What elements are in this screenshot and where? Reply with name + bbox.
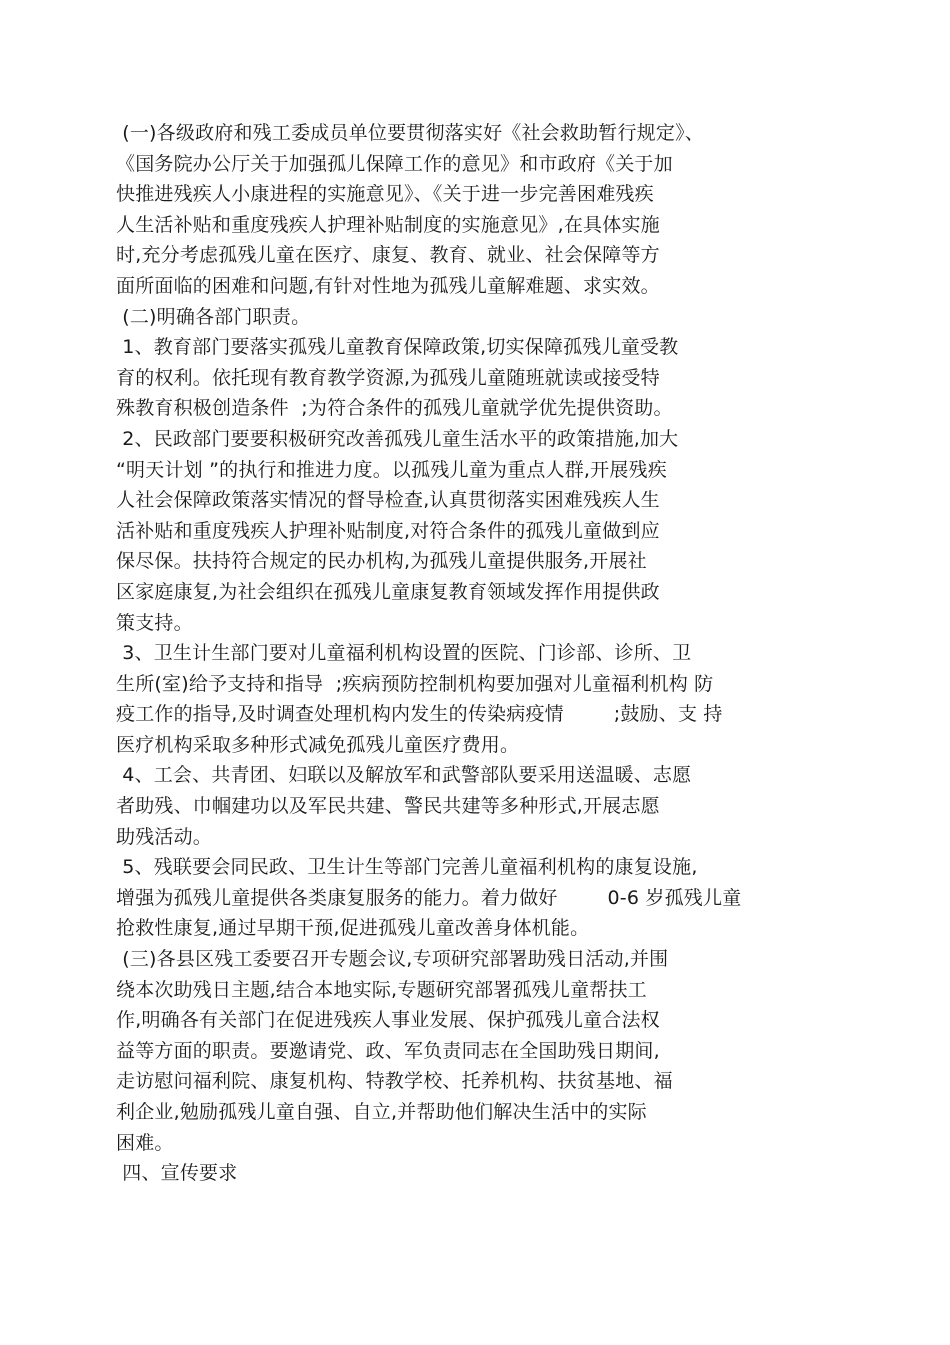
text-line: 益等方面的职责。要邀请党、政、军负责同志在全国助残日期间, — [116, 1039, 660, 1062]
text-line: 困难。 — [116, 1131, 174, 1154]
text-line: 医疗机构采取多种形式减免孤残儿童医疗费用。 — [116, 733, 520, 756]
text-line: 人生活补贴和重度残疾人护理补贴制度的实施意见》,在具体实施 — [116, 213, 660, 236]
text-line: 绕本次助残日主题,结合本地实际,专题研究部署孤残儿童帮扶工 — [116, 978, 647, 1001]
text-line: 1、教育部门要落实孤残儿童教育保障政策,切实保障孤残儿童受教 — [116, 336, 679, 359]
text-line: 生所(室)给予支持和指导 ;疾病预防控制机构要加强对儿童福利机构 防 — [116, 672, 714, 695]
document-body — [116, 118, 836, 1189]
text-line: 5、残联要会同民政、卫生计生等部门完善儿童福利机构的康复设施, — [116, 856, 698, 879]
text-line: 育的权利。依托现有教育教学资源,为孤残儿童随班就读或接受特 — [116, 366, 660, 389]
text-line: 保尽保。扶持符合规定的民办机构,为孤残儿童提供服务,开展社 — [116, 550, 647, 573]
text-line: 4、工会、共青团、妇联以及解放军和武警部队要采用送温暖、志愿 — [116, 764, 692, 787]
text-line: 助残活动。 — [116, 825, 213, 848]
text-line: 者助残、巾帼建功以及军民共建、警民共建等多种形式,开展志愿 — [116, 795, 660, 818]
text-line: 策支持。 — [116, 611, 193, 634]
text-line: 殊教育积极创造条件 ;为符合条件的孤残儿童就学优先提供资助。 — [116, 397, 673, 420]
text-line: 抢救性康复,通过早期干预,促进孤残儿童改善身体机能。 — [116, 917, 590, 940]
text-line: 活补贴和重度残疾人护理补贴制度,对符合条件的孤残儿童做到应 — [116, 519, 660, 542]
section-heading: (二)明确各部门职责。 — [116, 305, 311, 328]
text-line: 走访慰问福利院、康复机构、特教学校、托养机构、扶贫基地、福 — [116, 1070, 673, 1093]
text-line: 利企业,勉励孤残儿童自强、自立,并帮助他们解决生活中的实际 — [116, 1101, 647, 1123]
text-line: 区家庭康复,为社会组织在孤残儿童康复教育领域发挥作用提供政 — [116, 580, 660, 603]
text-line: 《国务院办公厅关于加强孤儿保障工作的意见》和市政府《关于加 — [116, 152, 673, 175]
text-line: (三)各县区残工委要召开专题会议,专项研究部署助残日活动,并围 — [116, 948, 669, 971]
text-line: 3、卫生计生部门要对儿童福利机构设置的医院、门诊部、诊所、卫 — [116, 642, 692, 665]
text-line: “明天计划 ”的执行和推进力度。以孤残儿童为重点人群,开展残疾 — [116, 458, 667, 481]
section-heading: 四、宣传要求 — [116, 1162, 238, 1185]
text-line: 人社会保障政策落实情况的督导检查,认真贯彻落实困难残疾人生 — [116, 489, 660, 512]
text-line: 增强为孤残儿童提供各类康复服务的能力。着力做好 0-6 岁孤残儿童 — [116, 886, 742, 909]
text-line: 作,明确各有关部门在促进残疾人事业发展、保护孤残儿童合法权 — [116, 1009, 660, 1032]
text-line: (一)各级政府和残工委成员单位要贯彻落实好《社会救助暂行规定》、 — [116, 122, 704, 144]
text-line: 时,充分考虑孤残儿童在医疗、康复、教育、就业、社会保障等方 — [116, 244, 660, 267]
text-line: 快推进残疾人小康进程的实施意见》、《关于进一步完善困难残疾 — [116, 183, 654, 206]
text-line: 疫工作的指导,及时调查处理机构内发生的传染病疫情 ;鼓励、支 持 — [116, 703, 723, 726]
text-line: 2、民政部门要要积极研究改善孤残儿童生活水平的政策措施,加大 — [116, 427, 679, 450]
text-line: 面所面临的困难和问题,有针对性地为孤残儿童解难题、求实效。 — [116, 274, 660, 297]
